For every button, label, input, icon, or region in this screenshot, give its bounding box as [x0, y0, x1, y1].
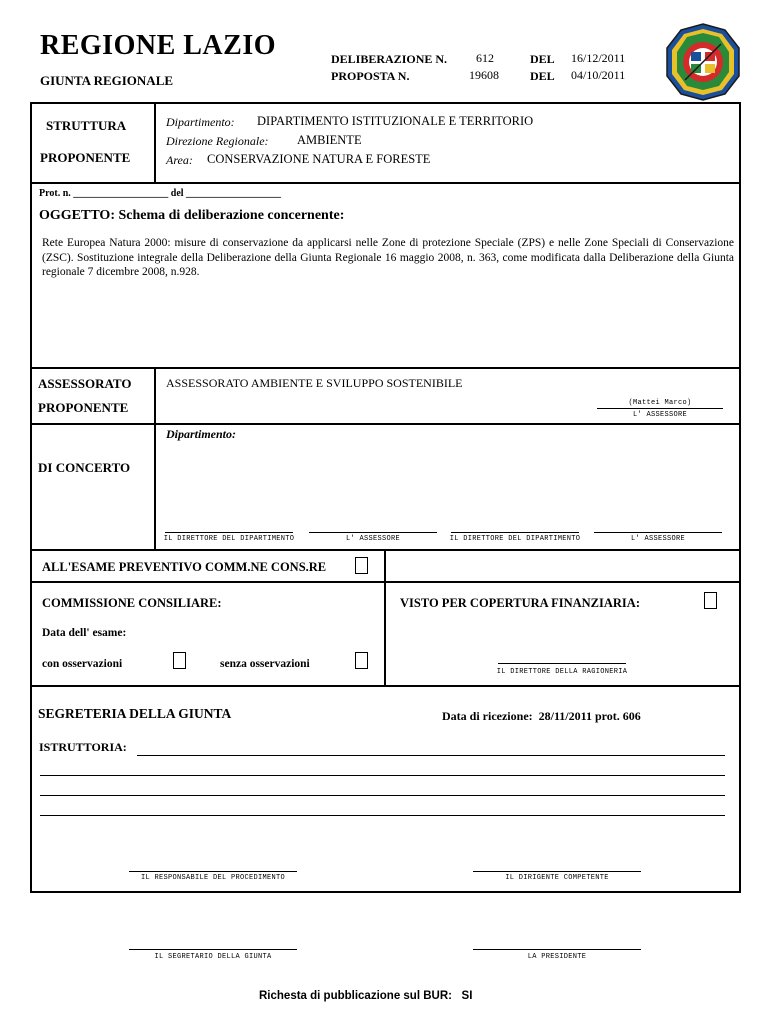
- divider-oggetto: [31, 367, 740, 369]
- assessorato-proponente-label: PROPONENTE: [38, 400, 129, 415]
- istruttoria-label: ISTRUTTORIA:: [39, 740, 127, 754]
- assessorato-divider: [154, 368, 156, 550]
- ragioneria-sig: IL DIRETTORE DELLA RAGIONERIA: [496, 668, 628, 676]
- assessorato-label: ASSESSORATO: [38, 376, 132, 391]
- deliberazione-number: 612: [476, 51, 494, 65]
- visto-copertura-checkbox[interactable]: [704, 592, 717, 609]
- concerto-sig-line-1: [165, 532, 293, 533]
- divider-struttura: [31, 182, 740, 184]
- proposta-date: 04/10/2011: [571, 68, 626, 82]
- dipartimento-label: Dipartimento:: [166, 115, 235, 129]
- istruttoria-line-3: [40, 795, 725, 796]
- regione-lazio-seal: [665, 22, 741, 102]
- responsabile-sig-line: [129, 871, 297, 872]
- proponente-label: PROPONENTE: [40, 150, 131, 165]
- concerto-sig-3: IL DIRETTORE DEL DIPARTIMENTO: [449, 535, 581, 543]
- data-esame-label: Data dell' esame:: [42, 627, 127, 639]
- segreteria-label: SEGRETERIA DELLA GIUNTA: [38, 706, 232, 721]
- senza-osservazioni-checkbox[interactable]: [355, 652, 368, 669]
- divider-assessorato: [31, 423, 740, 425]
- istruttoria-line-1: [137, 755, 725, 756]
- oggetto-text: Rete Europea Natura 2000: misure di conservazione da applicarsi nelle Zone di protezione Speciale (ZPS) e nelle Zone Speciali di Conservazione (ZSC). Sostituzione integrale della Deliberazione della Giunta Regionale 16 maggio 2008, n. 363, come modificata dalla Deliberazione della Giunta regionale 7 dicembre 2008, n.928.: [42, 237, 734, 278]
- region-title: REGIONE LAZIO: [40, 30, 276, 61]
- del-label-2: DEL: [530, 69, 555, 83]
- oggetto-title: OGGETTO: Schema di deliberazione concernente:: [39, 208, 345, 223]
- con-osservazioni-checkbox[interactable]: [173, 652, 186, 669]
- dirigente-sig-line: [473, 871, 641, 872]
- istruttoria-line-4: [40, 815, 725, 816]
- esame-divider: [384, 550, 386, 686]
- assessore-role: L' ASSESSORE: [632, 411, 687, 419]
- divider-commissione: [31, 685, 740, 687]
- segretario-sig: IL SEGRETARIO DELLA GIUNTA: [154, 953, 272, 961]
- assessorato-value: ASSESSORATO AMBIENTE E SVILUPPO SOSTENIBILE: [166, 376, 463, 390]
- istruttoria-line-2: [40, 775, 725, 776]
- proposta-label: PROPOSTA N.: [331, 69, 410, 83]
- concerto-dipartimento-label: Dipartimento:: [166, 427, 237, 441]
- concerto-sig-line-2: [309, 532, 437, 533]
- direzione-value: AMBIENTE: [297, 133, 362, 147]
- data-ricezione: Data di ricezione: 28/11/2011 prot. 606: [442, 709, 641, 723]
- responsabile-sig: IL RESPONSABILE DEL PROCEDIMENTO: [140, 874, 286, 882]
- prot-line: Prot. n. ___________________ del ___________________: [39, 188, 282, 199]
- senza-osservazioni-label: senza osservazioni: [220, 658, 310, 670]
- esame-label: ALL'ESAME PREVENTIVO COMM.NE CONS.RE: [42, 560, 327, 574]
- direzione-label: Direzione Regionale:: [166, 134, 269, 148]
- concerto-sig-2: L' ASSESSORE: [345, 535, 400, 543]
- dirigente-sig: IL DIRIGENTE COMPETENTE: [505, 874, 609, 882]
- presidente-sig: LA PRESIDENTE: [527, 953, 587, 961]
- dipartimento-value: DIPARTIMENTO ISTITUZIONALE E TERRITORIO: [257, 114, 534, 128]
- giunta-label: GIUNTA REGIONALE: [40, 73, 174, 88]
- deliberazione-label: DELIBERAZIONE N.: [331, 52, 448, 66]
- concerto-sig-line-3: [451, 532, 579, 533]
- concerto-label: DI CONCERTO: [38, 460, 131, 475]
- struttura-label: STRUTTURA: [46, 118, 127, 133]
- presidente-sig-line: [473, 949, 641, 950]
- del-label-1: DEL: [530, 52, 555, 66]
- concerto-sig-line-4: [594, 532, 722, 533]
- commissione-label: COMMISSIONE CONSILIARE:: [42, 596, 222, 610]
- ragioneria-sig-line: [498, 663, 626, 664]
- deliberazione-date: 16/12/2011: [571, 51, 626, 65]
- bur-request: Richesta di pubblicazione sul BUR: SI: [259, 990, 473, 1002]
- struttura-divider: [154, 103, 156, 183]
- esame-checkbox[interactable]: [355, 557, 368, 574]
- con-osservazioni-label: con osservazioni: [42, 658, 123, 670]
- concerto-sig-1: IL DIRETTORE DEL DIPARTIMENTO: [163, 535, 295, 543]
- divider-esame: [31, 581, 740, 583]
- assessore-signer-name: (Mattei Marco): [628, 399, 692, 407]
- proposta-number: 19608: [469, 68, 499, 82]
- segretario-sig-line: [129, 949, 297, 950]
- assessore-signature-line: [597, 408, 723, 409]
- area-value: CONSERVAZIONE NATURA E FORESTE: [207, 152, 431, 166]
- visto-copertura-label: VISTO PER COPERTURA FINANZIARIA:: [400, 596, 640, 610]
- concerto-sig-4: L' ASSESSORE: [630, 535, 685, 543]
- area-label: Area:: [166, 153, 193, 167]
